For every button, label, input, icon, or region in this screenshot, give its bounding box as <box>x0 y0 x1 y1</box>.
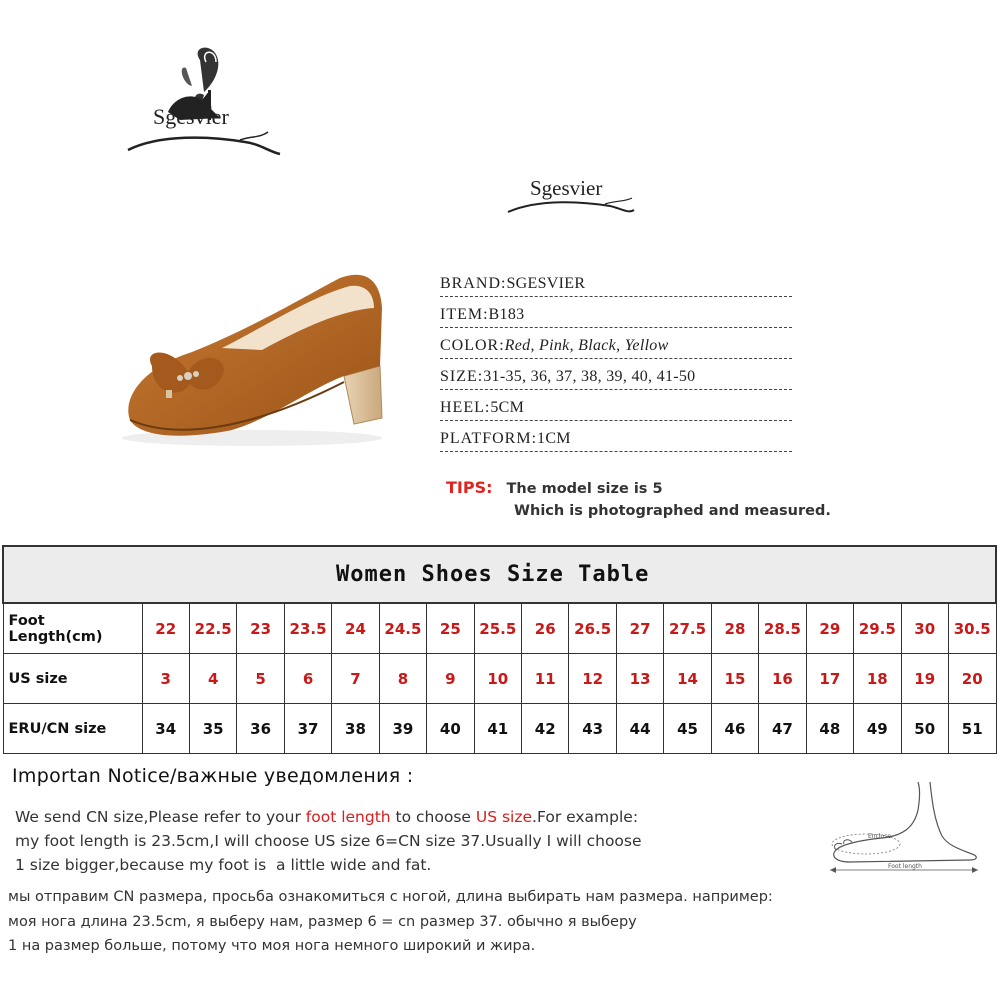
notice-en-line1: We send CN size,Please refer to your foot length to choose US size.For example: <box>15 808 639 826</box>
size-cell: 23 <box>237 603 284 654</box>
size-table-title: Women Shoes Size Table <box>3 546 996 603</box>
highlight-foot-length: foot length <box>305 808 391 826</box>
spec-item: ITEM: B183 <box>440 297 792 328</box>
size-cell: 8 <box>379 654 426 704</box>
logo-swoosh <box>120 128 290 158</box>
size-row-label: Foot Length(cm) <box>3 603 142 654</box>
size-cell: 34 <box>142 704 189 754</box>
brand-logo-top <box>120 40 290 160</box>
size-cell: 22.5 <box>189 603 236 654</box>
size-cell: 40 <box>427 704 474 754</box>
size-cell: 43 <box>569 704 616 754</box>
size-cell: 3 <box>142 654 189 704</box>
notice-ru-line3: 1 на размер больше, потому что моя нога немного широкий и жира. <box>8 938 536 954</box>
size-cell: 47 <box>759 704 806 754</box>
size-table <box>2 545 997 754</box>
size-cell: 44 <box>616 704 663 754</box>
size-row-label: US size <box>3 654 142 704</box>
size-cell: 45 <box>664 704 711 754</box>
size-cell: 26.5 <box>569 603 616 654</box>
enclose-label: Enclose <box>868 833 892 840</box>
size-cell: 42 <box>522 704 569 754</box>
size-cell: 38 <box>332 704 379 754</box>
size-cell: 6 <box>284 654 331 704</box>
size-cell: 7 <box>332 654 379 704</box>
size-cell: 35 <box>189 704 236 754</box>
size-table-row <box>3 603 996 654</box>
size-cell: 15 <box>711 654 758 704</box>
size-cell: 30 <box>901 603 948 654</box>
size-cell: 36 <box>237 704 284 754</box>
spec-size: SIZE: 31-35, 36, 37, 38, 39, 40, 41-50 <box>440 359 792 390</box>
brand-logo-text: Sgesvier <box>153 104 229 129</box>
size-cell: 22 <box>142 603 189 654</box>
size-table-row <box>3 654 996 704</box>
size-cell: 29.5 <box>854 603 901 654</box>
notice-russian <box>8 885 998 959</box>
size-cell: 27 <box>616 603 663 654</box>
size-cell: 18 <box>854 654 901 704</box>
size-cell: 41 <box>474 704 521 754</box>
product-specs <box>440 266 792 452</box>
size-cell: 10 <box>474 654 521 704</box>
foot-length-label: Foot length <box>888 863 922 870</box>
size-cell: 49 <box>854 704 901 754</box>
brand-logo-mid <box>500 168 640 228</box>
notice-en-line3: 1 size bigger,because my foot is a little wide and fat. <box>15 856 432 874</box>
tips-label: TIPS: <box>446 478 493 497</box>
spec-platform: PLATFORM: 1CM <box>440 421 792 452</box>
tips-line1: The model size is 5 <box>506 481 663 497</box>
size-cell: 17 <box>806 654 853 704</box>
size-cell: 12 <box>569 654 616 704</box>
notice-english <box>15 805 815 877</box>
size-row-label: ERU/CN size <box>3 704 142 754</box>
size-cell: 24.5 <box>379 603 426 654</box>
size-cell: 4 <box>189 654 236 704</box>
tips-block <box>446 478 831 519</box>
spec-color: COLOR: Red, Pink, Black, Yellow <box>440 328 792 359</box>
size-cell: 50 <box>901 704 948 754</box>
notice-en-line2: my foot length is 23.5cm,I will choose US size 6=CN size 37.Usually I will choose <box>15 832 642 850</box>
size-cell: 39 <box>379 704 426 754</box>
size-cell: 9 <box>427 654 474 704</box>
size-cell: 23.5 <box>284 603 331 654</box>
size-cell: 24 <box>332 603 379 654</box>
product-shoe-image <box>112 248 412 453</box>
size-cell: 46 <box>711 704 758 754</box>
size-cell: 5 <box>237 654 284 704</box>
foot-measure-diagram <box>822 780 987 880</box>
size-cell: 16 <box>759 654 806 704</box>
spec-heel: HEEL: 5CM <box>440 390 792 421</box>
size-cell: 28 <box>711 603 758 654</box>
size-cell: 37 <box>284 704 331 754</box>
notice-ru-line2: моя нога длина 23.5cm, я выберу нам, размер 6 = cn размер 37. обычно я выберу <box>8 913 637 930</box>
brand-logo-text-small: Sgesvier <box>530 176 603 200</box>
tips-line2: Which is photographed and measured. <box>514 503 831 519</box>
size-cell: 51 <box>948 704 996 754</box>
size-cell: 11 <box>522 654 569 704</box>
size-cell: 29 <box>806 603 853 654</box>
size-cell: 28.5 <box>759 603 806 654</box>
foot-icon <box>822 780 987 880</box>
highlight-us-size: US size <box>475 808 533 826</box>
size-cell: 14 <box>664 654 711 704</box>
size-cell: 25.5 <box>474 603 521 654</box>
size-table-row <box>3 704 996 754</box>
size-cell: 30.5 <box>948 603 996 654</box>
size-cell: 25 <box>427 603 474 654</box>
notice-ru-line1: мы отправим CN размера, просьба ознакомиться с ногой, длина выбирать нам размера. например: <box>8 889 773 905</box>
notice-title: Importan Notice/важные уведомления : <box>12 765 414 787</box>
size-cell: 48 <box>806 704 853 754</box>
size-cell: 20 <box>948 654 996 704</box>
size-cell: 19 <box>901 654 948 704</box>
logo-swoosh-small <box>500 196 640 226</box>
size-cell: 13 <box>616 654 663 704</box>
size-cell: 26 <box>522 603 569 654</box>
size-cell: 27.5 <box>664 603 711 654</box>
spec-brand: BRAND: SGESVIER <box>440 266 792 297</box>
